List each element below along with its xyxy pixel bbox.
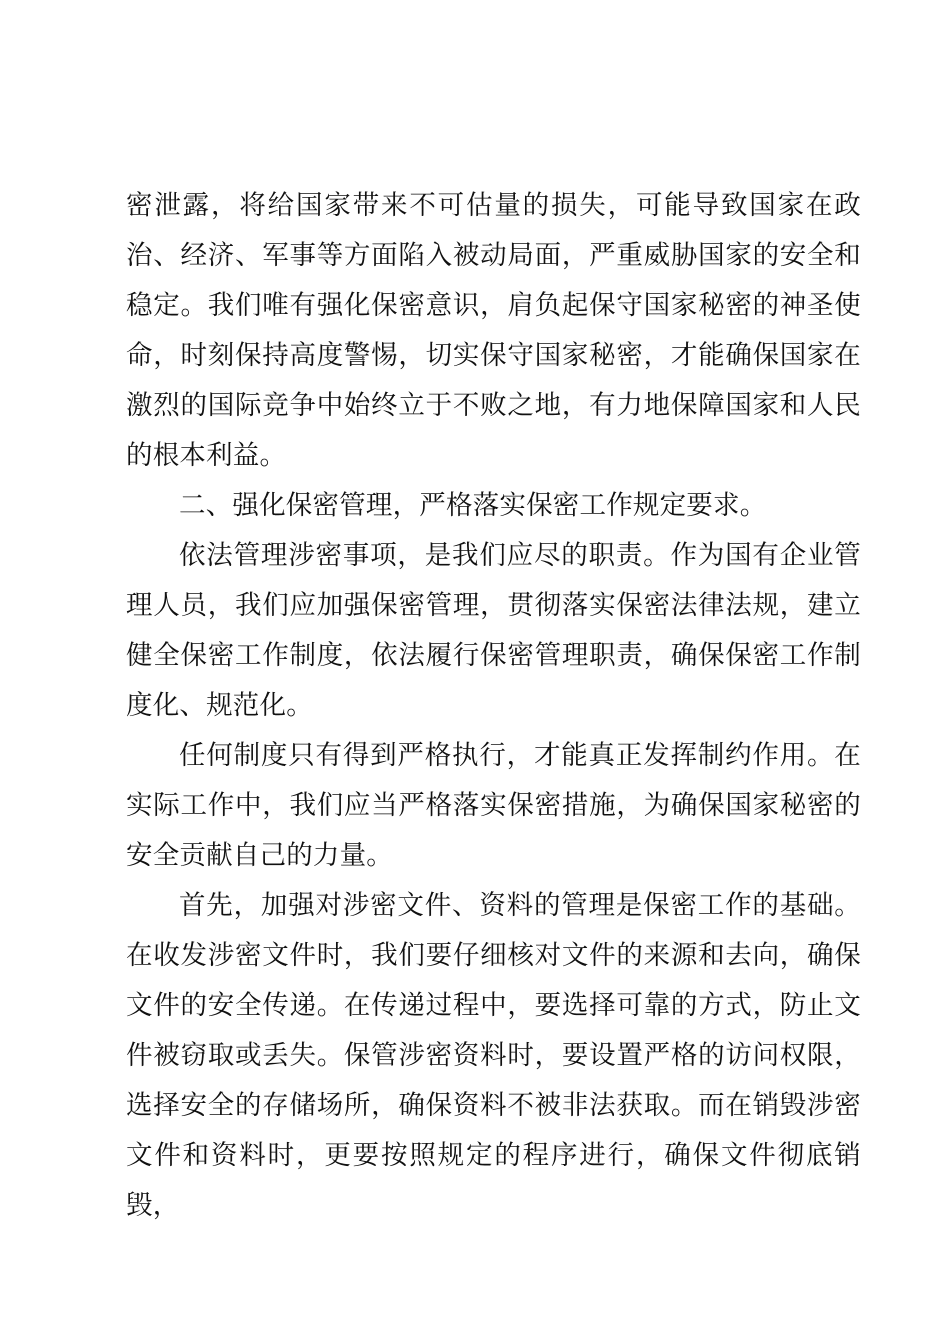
paragraph-legal-management: 依法管理涉密事项，是我们应尽的职责。作为国有企业管理人员，我们应加强保密管理，贯彻落实保密法律法规，建立健全保密工作制度，依法履行保密管理职责，确保保密工作制度化、规范化。 bbox=[126, 540, 861, 721]
paragraph-strict-execution: 任何制度只有得到严格执行，才能真正发挥制约作用。在实际工作中，我们应当严格落实保密措施，为确保国家秘密的安全贡献自己的力量。 bbox=[126, 740, 861, 871]
paragraph-document-handling: 首先，加强对涉密文件、资料的管理是保密工作的基础。在收发涉密文件时，我们要仔细核对文件的来源和去向，确保文件的安全传递。在传递过程中，要选择可靠的方式，防止文件被窃取或丢失。保管涉密资料时，要设置严格的访问权限，选择安全的存储场所，确保资料不被非法获取。而在销毁涉密文件和资料时，更要按照规定的程序进行，确保文件彻底销毁， bbox=[126, 890, 861, 1221]
paragraph-continuation: 密泄露，将给国家带来不可估量的损失，可能导致国家在政治、经济、军事等方面陷入被动局面，严重威胁国家的安全和稳定。我们唯有强化保密意识，肩负起保守国家秘密的神圣使命，时刻保持高度警惕，切实保守国家秘密，才能确保国家在激烈的国际竞争中始终立于不败之地，有力地保障国家和人民的根本利益。 bbox=[126, 190, 861, 471]
document-body bbox=[126, 181, 861, 1231]
section-heading: 二、强化保密管理，严格落实保密工作规定要求。 bbox=[179, 490, 767, 521]
